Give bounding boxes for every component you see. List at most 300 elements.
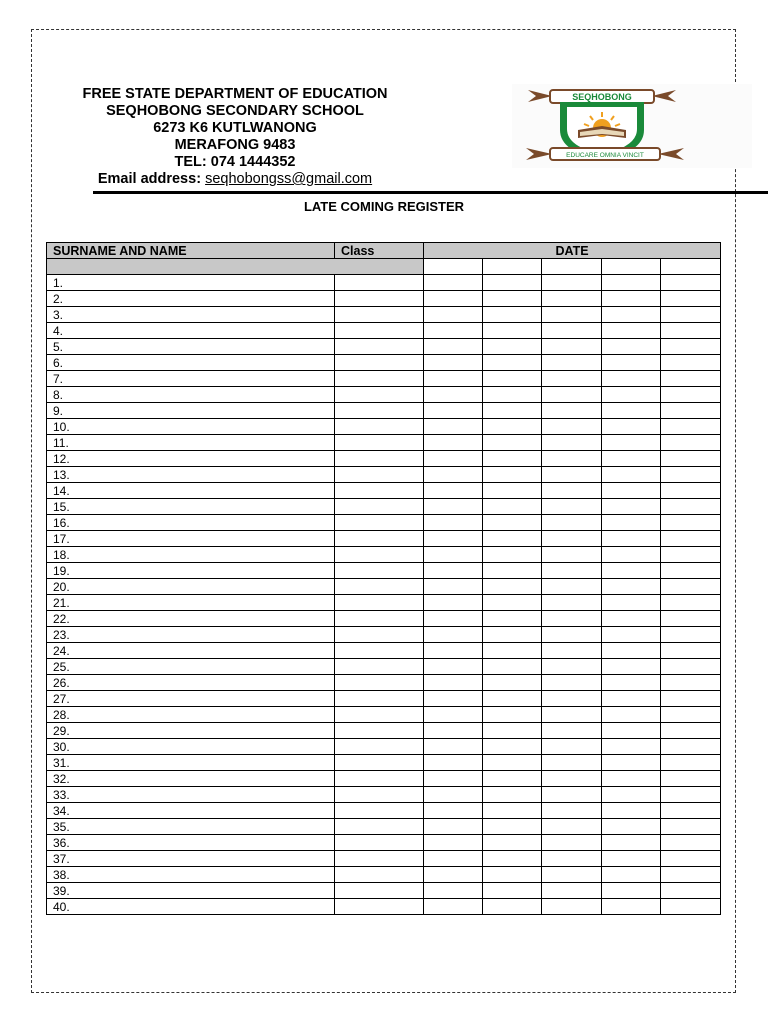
date-mark-cell[interactable] <box>483 691 542 707</box>
date-mark-cell[interactable] <box>661 483 721 499</box>
date-mark-cell[interactable] <box>602 659 661 675</box>
student-name-cell[interactable]: 35. <box>47 819 335 835</box>
date-mark-cell[interactable] <box>542 355 602 371</box>
date-mark-cell[interactable] <box>602 371 661 387</box>
date-mark-cell[interactable] <box>424 851 483 867</box>
date-mark-cell[interactable] <box>542 467 602 483</box>
date-cell[interactable] <box>661 259 721 275</box>
date-mark-cell[interactable] <box>542 403 602 419</box>
date-mark-cell[interactable] <box>602 803 661 819</box>
date-mark-cell[interactable] <box>424 771 483 787</box>
date-mark-cell[interactable] <box>483 499 542 515</box>
class-cell[interactable] <box>335 547 424 563</box>
date-mark-cell[interactable] <box>602 355 661 371</box>
student-name-cell[interactable]: 7. <box>47 371 335 387</box>
date-mark-cell[interactable] <box>542 707 602 723</box>
date-mark-cell[interactable] <box>483 563 542 579</box>
date-mark-cell[interactable] <box>542 611 602 627</box>
date-mark-cell[interactable] <box>424 275 483 291</box>
class-cell[interactable] <box>335 483 424 499</box>
student-name-cell[interactable]: 19. <box>47 563 335 579</box>
date-mark-cell[interactable] <box>602 611 661 627</box>
date-mark-cell[interactable] <box>424 339 483 355</box>
date-mark-cell[interactable] <box>542 547 602 563</box>
date-mark-cell[interactable] <box>661 851 721 867</box>
student-name-cell[interactable]: 30. <box>47 739 335 755</box>
class-cell[interactable] <box>335 675 424 691</box>
date-mark-cell[interactable] <box>602 771 661 787</box>
date-mark-cell[interactable] <box>483 483 542 499</box>
date-mark-cell[interactable] <box>483 883 542 899</box>
date-mark-cell[interactable] <box>661 307 721 323</box>
date-mark-cell[interactable] <box>483 739 542 755</box>
date-mark-cell[interactable] <box>661 403 721 419</box>
class-cell[interactable] <box>335 291 424 307</box>
date-mark-cell[interactable] <box>483 867 542 883</box>
date-mark-cell[interactable] <box>483 547 542 563</box>
student-name-cell[interactable]: 25. <box>47 659 335 675</box>
class-cell[interactable] <box>335 691 424 707</box>
date-mark-cell[interactable] <box>424 739 483 755</box>
date-mark-cell[interactable] <box>483 579 542 595</box>
date-mark-cell[interactable] <box>483 819 542 835</box>
class-cell[interactable] <box>335 387 424 403</box>
class-cell[interactable] <box>335 579 424 595</box>
date-mark-cell[interactable] <box>483 355 542 371</box>
student-name-cell[interactable]: 11. <box>47 435 335 451</box>
class-cell[interactable] <box>335 515 424 531</box>
student-name-cell[interactable]: 18. <box>47 547 335 563</box>
date-mark-cell[interactable] <box>483 387 542 403</box>
student-name-cell[interactable]: 31. <box>47 755 335 771</box>
date-mark-cell[interactable] <box>661 643 721 659</box>
date-mark-cell[interactable] <box>661 387 721 403</box>
date-mark-cell[interactable] <box>424 883 483 899</box>
date-mark-cell[interactable] <box>542 387 602 403</box>
date-mark-cell[interactable] <box>661 867 721 883</box>
date-cell[interactable] <box>602 259 661 275</box>
student-name-cell[interactable]: 37. <box>47 851 335 867</box>
date-mark-cell[interactable] <box>661 499 721 515</box>
date-mark-cell[interactable] <box>542 579 602 595</box>
table-row <box>47 723 721 739</box>
date-mark-cell[interactable] <box>602 595 661 611</box>
class-cell[interactable] <box>335 803 424 819</box>
student-name-cell[interactable]: 13. <box>47 467 335 483</box>
class-cell[interactable] <box>335 835 424 851</box>
class-cell[interactable] <box>335 819 424 835</box>
date-mark-cell[interactable] <box>661 611 721 627</box>
student-name-cell[interactable]: 12. <box>47 451 335 467</box>
class-cell[interactable] <box>335 403 424 419</box>
date-mark-cell[interactable] <box>424 579 483 595</box>
date-mark-cell[interactable] <box>661 339 721 355</box>
class-cell[interactable] <box>335 595 424 611</box>
table-row <box>47 291 721 307</box>
date-mark-cell[interactable] <box>483 339 542 355</box>
table-row <box>47 531 721 547</box>
date-mark-cell[interactable] <box>602 451 661 467</box>
date-mark-cell[interactable] <box>661 771 721 787</box>
date-mark-cell[interactable] <box>661 691 721 707</box>
date-mark-cell[interactable] <box>424 291 483 307</box>
class-cell[interactable] <box>335 307 424 323</box>
date-mark-cell[interactable] <box>542 307 602 323</box>
date-mark-cell[interactable] <box>424 355 483 371</box>
date-mark-cell[interactable] <box>661 547 721 563</box>
student-name-cell[interactable]: 38. <box>47 867 335 883</box>
date-mark-cell[interactable] <box>424 483 483 499</box>
student-name-cell[interactable]: 20. <box>47 579 335 595</box>
date-mark-cell[interactable] <box>602 787 661 803</box>
student-name-cell[interactable]: 26. <box>47 675 335 691</box>
table-row <box>47 867 721 883</box>
date-mark-cell[interactable] <box>602 307 661 323</box>
date-mark-cell[interactable] <box>542 275 602 291</box>
date-mark-cell[interactable] <box>424 675 483 691</box>
date-mark-cell[interactable] <box>424 499 483 515</box>
date-mark-cell[interactable] <box>661 579 721 595</box>
date-mark-cell[interactable] <box>483 787 542 803</box>
date-mark-cell[interactable] <box>424 515 483 531</box>
date-mark-cell[interactable] <box>661 755 721 771</box>
date-mark-cell[interactable] <box>483 419 542 435</box>
class-cell[interactable] <box>335 707 424 723</box>
date-mark-cell[interactable] <box>483 515 542 531</box>
date-mark-cell[interactable] <box>424 659 483 675</box>
date-mark-cell[interactable] <box>602 323 661 339</box>
date-mark-cell[interactable] <box>661 467 721 483</box>
class-cell[interactable] <box>335 531 424 547</box>
date-mark-cell[interactable] <box>483 835 542 851</box>
date-mark-cell[interactable] <box>424 595 483 611</box>
date-mark-cell[interactable] <box>542 291 602 307</box>
date-mark-cell[interactable] <box>424 803 483 819</box>
table-row <box>47 803 721 819</box>
date-mark-cell[interactable] <box>424 307 483 323</box>
date-mark-cell[interactable] <box>661 515 721 531</box>
student-name-cell[interactable]: 16. <box>47 515 335 531</box>
student-name-cell[interactable]: 2. <box>47 291 335 307</box>
student-name-cell[interactable]: 33. <box>47 787 335 803</box>
date-mark-cell[interactable] <box>483 643 542 659</box>
student-name-cell[interactable]: 22. <box>47 611 335 627</box>
date-mark-cell[interactable] <box>542 899 602 915</box>
date-mark-cell[interactable] <box>602 531 661 547</box>
class-cell[interactable] <box>335 451 424 467</box>
class-cell[interactable] <box>335 787 424 803</box>
date-mark-cell[interactable] <box>542 627 602 643</box>
class-cell[interactable] <box>335 739 424 755</box>
class-cell[interactable] <box>335 563 424 579</box>
date-mark-cell[interactable] <box>483 371 542 387</box>
date-mark-cell[interactable] <box>424 707 483 723</box>
date-mark-cell[interactable] <box>542 371 602 387</box>
date-mark-cell[interactable] <box>483 659 542 675</box>
date-mark-cell[interactable] <box>542 451 602 467</box>
student-name-cell[interactable]: 29. <box>47 723 335 739</box>
date-mark-cell[interactable] <box>542 499 602 515</box>
date-mark-cell[interactable] <box>483 611 542 627</box>
date-mark-cell[interactable] <box>483 803 542 819</box>
date-mark-cell[interactable] <box>602 275 661 291</box>
date-mark-cell[interactable] <box>483 323 542 339</box>
class-cell[interactable] <box>335 851 424 867</box>
class-cell[interactable] <box>335 339 424 355</box>
date-mark-cell[interactable] <box>424 531 483 547</box>
date-mark-cell[interactable] <box>602 291 661 307</box>
date-mark-cell[interactable] <box>542 595 602 611</box>
date-mark-cell[interactable] <box>424 899 483 915</box>
date-mark-cell[interactable] <box>542 883 602 899</box>
date-mark-cell[interactable] <box>602 851 661 867</box>
date-mark-cell[interactable] <box>661 275 721 291</box>
date-mark-cell[interactable] <box>602 339 661 355</box>
date-mark-cell[interactable] <box>542 419 602 435</box>
date-mark-cell[interactable] <box>424 563 483 579</box>
date-mark-cell[interactable] <box>424 691 483 707</box>
table-row <box>47 499 721 515</box>
date-mark-cell[interactable] <box>661 323 721 339</box>
date-mark-cell[interactable] <box>602 723 661 739</box>
date-mark-cell[interactable] <box>424 819 483 835</box>
date-mark-cell[interactable] <box>424 867 483 883</box>
date-mark-cell[interactable] <box>483 595 542 611</box>
date-mark-cell[interactable] <box>602 691 661 707</box>
student-name-cell[interactable]: 5. <box>47 339 335 355</box>
date-mark-cell[interactable] <box>542 787 602 803</box>
student-name-cell[interactable]: 21. <box>47 595 335 611</box>
date-mark-cell[interactable] <box>602 835 661 851</box>
student-name-cell[interactable]: 34. <box>47 803 335 819</box>
date-mark-cell[interactable] <box>542 563 602 579</box>
date-mark-cell[interactable] <box>483 307 542 323</box>
date-mark-cell[interactable] <box>542 819 602 835</box>
date-mark-cell[interactable] <box>661 531 721 547</box>
date-mark-cell[interactable] <box>602 403 661 419</box>
class-cell[interactable] <box>335 899 424 915</box>
date-mark-cell[interactable] <box>542 643 602 659</box>
date-mark-cell[interactable] <box>483 675 542 691</box>
student-name-cell[interactable]: 32. <box>47 771 335 787</box>
class-cell[interactable] <box>335 435 424 451</box>
date-mark-cell[interactable] <box>424 755 483 771</box>
date-mark-cell[interactable] <box>483 627 542 643</box>
date-mark-cell[interactable] <box>661 627 721 643</box>
date-mark-cell[interactable] <box>424 451 483 467</box>
date-mark-cell[interactable] <box>661 451 721 467</box>
date-mark-cell[interactable] <box>602 499 661 515</box>
date-mark-cell[interactable] <box>602 755 661 771</box>
student-name-cell[interactable]: 9. <box>47 403 335 419</box>
student-name-cell[interactable]: 8. <box>47 387 335 403</box>
class-cell[interactable] <box>335 723 424 739</box>
date-mark-cell[interactable] <box>424 835 483 851</box>
date-mark-cell[interactable] <box>424 371 483 387</box>
date-mark-cell[interactable] <box>483 723 542 739</box>
date-mark-cell[interactable] <box>602 899 661 915</box>
date-mark-cell[interactable] <box>424 419 483 435</box>
student-name-cell[interactable]: 39. <box>47 883 335 899</box>
date-mark-cell[interactable] <box>424 627 483 643</box>
student-name-cell[interactable]: 40. <box>47 899 335 915</box>
class-cell[interactable] <box>335 275 424 291</box>
date-mark-cell[interactable] <box>542 483 602 499</box>
email-link[interactable]: seqhobongss@gmail.com <box>205 171 373 187</box>
date-mark-cell[interactable] <box>542 339 602 355</box>
date-mark-cell[interactable] <box>424 723 483 739</box>
date-mark-cell[interactable] <box>661 787 721 803</box>
date-mark-cell[interactable] <box>661 371 721 387</box>
date-mark-cell[interactable] <box>602 739 661 755</box>
date-mark-cell[interactable] <box>661 739 721 755</box>
class-cell[interactable] <box>335 867 424 883</box>
date-mark-cell[interactable] <box>483 291 542 307</box>
date-mark-cell[interactable] <box>424 643 483 659</box>
class-cell[interactable] <box>335 355 424 371</box>
date-mark-cell[interactable] <box>661 723 721 739</box>
date-mark-cell[interactable] <box>483 403 542 419</box>
date-mark-cell[interactable] <box>542 515 602 531</box>
student-name-cell[interactable]: 10. <box>47 419 335 435</box>
date-mark-cell[interactable] <box>424 611 483 627</box>
date-mark-cell[interactable] <box>483 851 542 867</box>
student-name-cell[interactable]: 6. <box>47 355 335 371</box>
class-cell[interactable] <box>335 611 424 627</box>
date-mark-cell[interactable] <box>602 819 661 835</box>
class-cell[interactable] <box>335 627 424 643</box>
date-mark-cell[interactable] <box>483 435 542 451</box>
student-name-cell[interactable]: 4. <box>47 323 335 339</box>
student-name-cell[interactable]: 23. <box>47 627 335 643</box>
date-mark-cell[interactable] <box>542 435 602 451</box>
date-mark-cell[interactable] <box>602 435 661 451</box>
table-row <box>47 355 721 371</box>
register-title: LATE COMING REGISTER <box>303 199 465 214</box>
date-mark-cell[interactable] <box>542 675 602 691</box>
class-cell[interactable] <box>335 499 424 515</box>
date-mark-cell[interactable] <box>424 467 483 483</box>
date-mark-cell[interactable] <box>661 419 721 435</box>
class-cell[interactable] <box>335 419 424 435</box>
email-line <box>60 171 410 188</box>
date-mark-cell[interactable] <box>542 659 602 675</box>
date-mark-cell[interactable] <box>542 851 602 867</box>
date-mark-cell[interactable] <box>424 403 483 419</box>
date-mark-cell[interactable] <box>542 531 602 547</box>
date-mark-cell[interactable] <box>661 675 721 691</box>
date-mark-cell[interactable] <box>542 803 602 819</box>
class-cell[interactable] <box>335 643 424 659</box>
date-mark-cell[interactable] <box>542 835 602 851</box>
date-mark-cell[interactable] <box>483 755 542 771</box>
table-row <box>47 419 721 435</box>
date-mark-cell[interactable] <box>602 675 661 691</box>
date-mark-cell[interactable] <box>661 707 721 723</box>
class-cell[interactable] <box>335 323 424 339</box>
date-mark-cell[interactable] <box>602 467 661 483</box>
date-mark-cell[interactable] <box>661 595 721 611</box>
student-name-cell[interactable]: 1. <box>47 275 335 291</box>
date-mark-cell[interactable] <box>602 515 661 531</box>
date-mark-cell[interactable] <box>542 867 602 883</box>
date-mark-cell[interactable] <box>542 691 602 707</box>
school-crest-icon <box>512 84 752 168</box>
date-mark-cell[interactable] <box>661 899 721 915</box>
date-mark-cell[interactable] <box>424 547 483 563</box>
date-mark-cell[interactable] <box>483 771 542 787</box>
street-address: 6273 K6 KUTLWANONG <box>153 120 317 136</box>
class-cell[interactable] <box>335 755 424 771</box>
date-mark-cell[interactable] <box>661 659 721 675</box>
date-mark-cell[interactable] <box>661 355 721 371</box>
student-name-cell[interactable]: 15. <box>47 499 335 515</box>
date-mark-cell[interactable] <box>602 419 661 435</box>
date-mark-cell[interactable] <box>602 483 661 499</box>
date-mark-cell[interactable] <box>661 883 721 899</box>
date-mark-cell[interactable] <box>602 547 661 563</box>
date-mark-cell[interactable] <box>483 531 542 547</box>
date-mark-cell[interactable] <box>483 467 542 483</box>
date-mark-cell[interactable] <box>602 883 661 899</box>
date-mark-cell[interactable] <box>542 739 602 755</box>
student-name-cell[interactable]: 14. <box>47 483 335 499</box>
date-mark-cell[interactable] <box>542 723 602 739</box>
date-mark-cell[interactable] <box>424 323 483 339</box>
date-mark-cell[interactable] <box>661 819 721 835</box>
date-cell[interactable] <box>542 259 602 275</box>
class-cell[interactable] <box>335 659 424 675</box>
date-mark-cell[interactable] <box>483 451 542 467</box>
student-name-cell[interactable]: 17. <box>47 531 335 547</box>
date-mark-cell[interactable] <box>602 563 661 579</box>
date-mark-cell[interactable] <box>424 387 483 403</box>
date-mark-cell[interactable] <box>483 275 542 291</box>
date-mark-cell[interactable] <box>602 643 661 659</box>
date-mark-cell[interactable] <box>483 707 542 723</box>
table-row <box>47 883 721 899</box>
student-name-cell[interactable]: 28. <box>47 707 335 723</box>
date-mark-cell[interactable] <box>602 867 661 883</box>
date-mark-cell[interactable] <box>542 323 602 339</box>
date-cell[interactable] <box>483 259 542 275</box>
class-cell[interactable] <box>335 467 424 483</box>
date-mark-cell[interactable] <box>661 835 721 851</box>
date-cell[interactable] <box>424 259 483 275</box>
student-name-cell[interactable]: 24. <box>47 643 335 659</box>
date-mark-cell[interactable] <box>602 387 661 403</box>
date-mark-cell[interactable] <box>602 707 661 723</box>
date-mark-cell[interactable] <box>424 787 483 803</box>
date-mark-cell[interactable] <box>661 291 721 307</box>
date-mark-cell[interactable] <box>661 435 721 451</box>
date-mark-cell[interactable] <box>602 627 661 643</box>
student-name-cell[interactable]: 36. <box>47 835 335 851</box>
date-mark-cell[interactable] <box>661 803 721 819</box>
date-mark-cell[interactable] <box>661 563 721 579</box>
date-mark-cell[interactable] <box>424 435 483 451</box>
student-name-cell[interactable]: 27. <box>47 691 335 707</box>
date-mark-cell[interactable] <box>542 755 602 771</box>
date-mark-cell[interactable] <box>542 771 602 787</box>
date-mark-cell[interactable] <box>483 899 542 915</box>
student-name-cell[interactable]: 3. <box>47 307 335 323</box>
class-cell[interactable] <box>335 883 424 899</box>
class-cell[interactable] <box>335 771 424 787</box>
table-row <box>47 755 721 771</box>
class-cell[interactable] <box>335 371 424 387</box>
date-mark-cell[interactable] <box>602 579 661 595</box>
